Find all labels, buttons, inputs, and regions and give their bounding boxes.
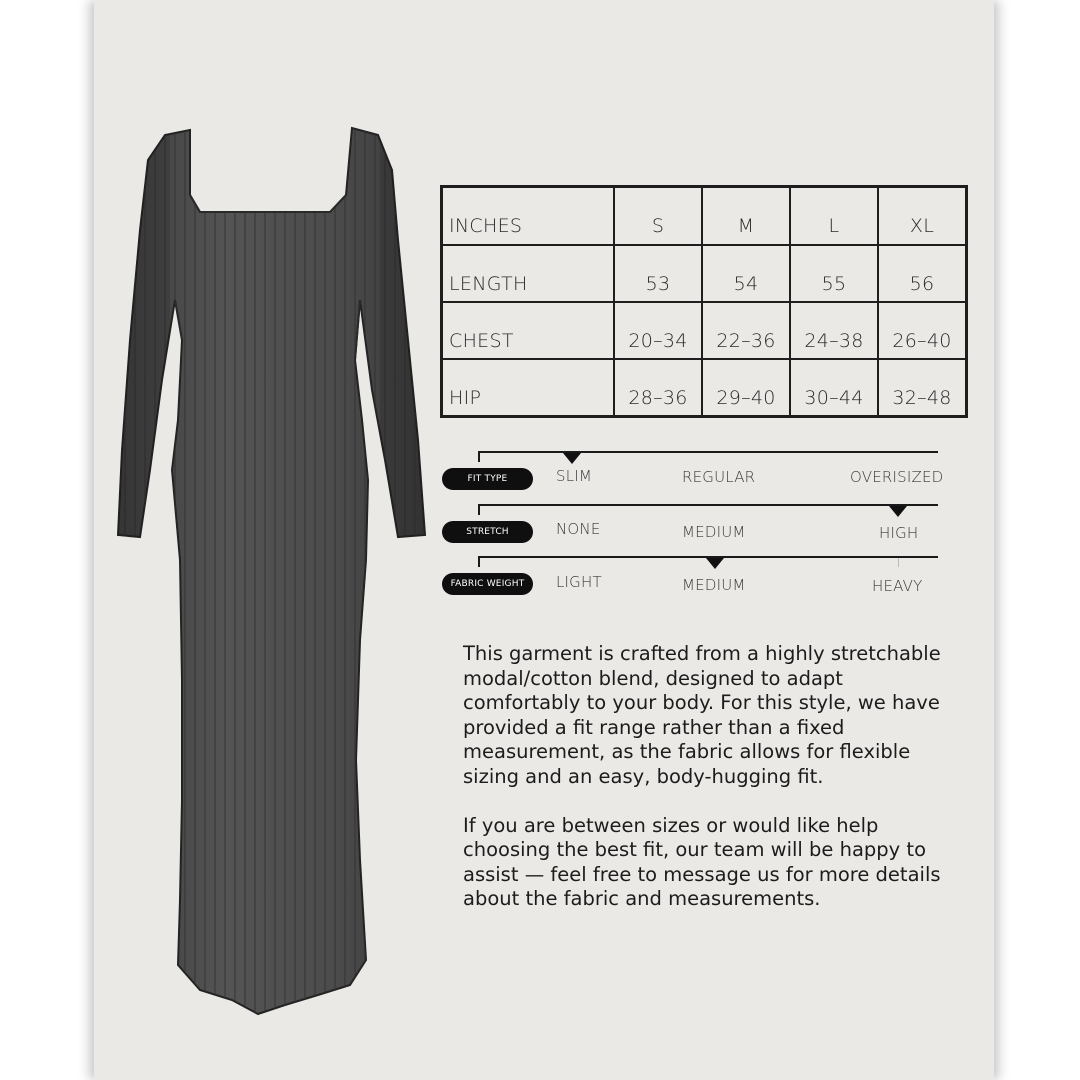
table-cell: 22–36: [702, 302, 790, 359]
table-cell: 24–38: [790, 302, 878, 359]
option-light: LIGHT: [556, 573, 602, 591]
fit-type-scale: [420, 451, 954, 501]
product-description: [463, 642, 953, 936]
option-high: HIGH: [879, 524, 919, 542]
size-header-xl: XL: [878, 187, 967, 246]
fabric-weight-scale: [420, 556, 954, 606]
scale-track: [478, 451, 938, 453]
size-header-m: M: [702, 187, 790, 246]
scale-tick: [478, 451, 480, 462]
fabric-weight-label: FABRIC WEIGHT: [442, 573, 533, 595]
scale-tick: [898, 558, 899, 567]
option-medium: MEDIUM: [682, 576, 746, 594]
table-cell: 53: [614, 245, 702, 302]
selected-marker-icon: [889, 506, 907, 517]
description-paragraph: This garment is crafted from a highly stretchable modal/cotton blend, designed to adapt comfortably to your body. For this style, we have provided a fit range rather than a fixed measurement, as the fabric allows for flexible sizing and an easy, body-hugging fit.: [463, 642, 941, 788]
option-heavy: HEAVY: [872, 577, 923, 595]
size-chart-header-row: [442, 187, 967, 246]
option-overisized: OVERISIZED: [850, 468, 944, 486]
table-cell: 26–40: [878, 302, 967, 359]
size-chart-unit-header: INCHES: [442, 187, 615, 246]
size-header-l: L: [790, 187, 878, 246]
option-slim: SLIM: [556, 467, 593, 485]
table-cell: 54: [702, 245, 790, 302]
row-label-length: LENGTH: [442, 245, 615, 302]
scale-tick: [478, 504, 480, 515]
option-regular: REGULAR: [682, 468, 756, 486]
size-chart-table: [440, 185, 968, 418]
scale-tick: [478, 556, 480, 567]
table-row: [442, 302, 967, 359]
table-cell: 20–34: [614, 302, 702, 359]
table-cell: 30–44: [790, 359, 878, 417]
stretch-label: STRETCH: [442, 521, 533, 543]
table-row: [442, 359, 967, 417]
description-paragraph: If you are between sizes or would like help choosing the best fit, our team will be happy to assist — feel free to message us for more details about the fabric and measurements.: [463, 813, 941, 911]
table-cell: 55: [790, 245, 878, 302]
fit-type-label: FIT TYPE: [442, 468, 533, 490]
row-label-hip: HIP: [442, 359, 615, 417]
table-cell: 32–48: [878, 359, 967, 417]
size-header-s: S: [614, 187, 702, 246]
selected-marker-icon: [706, 558, 724, 569]
table-cell: 28–36: [614, 359, 702, 417]
scale-track: [478, 504, 938, 506]
stretch-scale: [420, 504, 954, 554]
table-row: [442, 245, 967, 302]
fit-scales: [420, 425, 954, 615]
option-none: NONE: [556, 520, 601, 538]
selected-marker-icon: [563, 453, 581, 464]
dress-shape: [110, 120, 440, 1020]
row-label-chest: CHEST: [442, 302, 615, 359]
table-cell: 29–40: [702, 359, 790, 417]
table-cell: 56: [878, 245, 967, 302]
option-medium: MEDIUM: [682, 523, 746, 541]
